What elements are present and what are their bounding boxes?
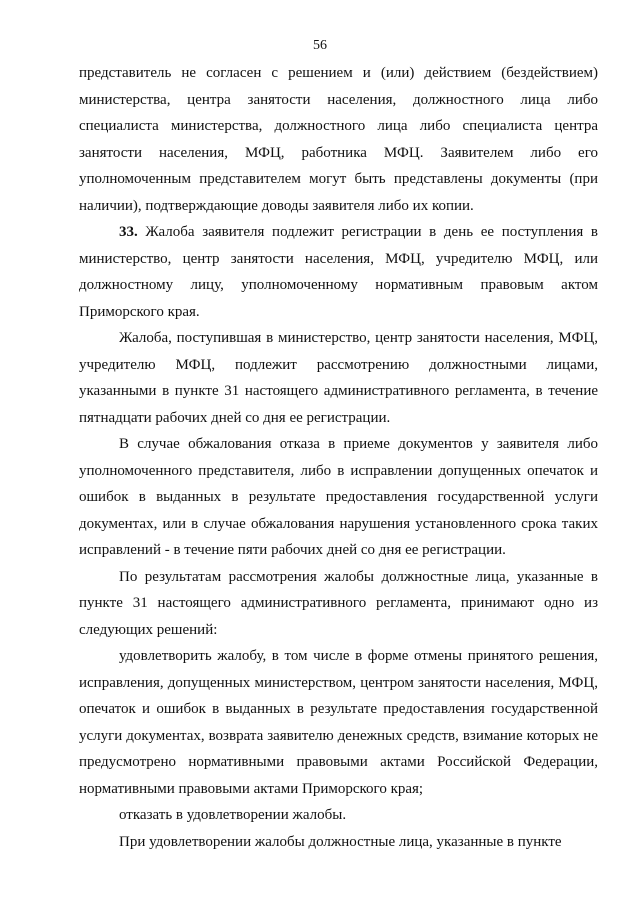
paragraph-decision-satisfy: удовлетворить жалобу, в том числе в форме отмены принятого решения, исправления, допущенных министерством, центром занятости населения, МФЦ, опечаток и ошибок в выданных в результате предоставления государственной услуги документах, возврата заявителю денежных средств, взимание которых не предусмотрено нормативными правовыми актами Российской Федерации, нормативными правовыми актами Приморского края;: [79, 648, 598, 797]
paragraph-clause-33: [79, 219, 598, 325]
clause-text: Жалоба заявителя подлежит регистрации в день ее поступления в министерство, центр занятости населения, МФЦ, учредителю МФЦ, или должностному лицу, уполномоченному нормативным правовым актом Приморского края.: [79, 224, 598, 320]
page-number: 56: [313, 38, 327, 53]
paragraph-decision-refuse: отказать в удовлетворении жалобы.: [119, 807, 347, 823]
paragraph-refusal-appeal: В случае обжалования отказа в приеме документов у заявителя либо уполномоченного представителя, либо в исправлении допущенных опечаток и ошибок в выданных в результате предоставления государственной услуги документах, или в случае обжалования нарушения установленного срока таких исправлений - в течение пяти рабочих дней со дня ее регистрации.: [79, 436, 598, 558]
paragraph-decision-intro: По результатам рассмотрения жалобы должностные лица, указанные в пункте 31 настоящего административного регламента, принимают одно из следующих решений:: [79, 568, 598, 638]
paragraph-continuation: представитель не согласен с решением и (или) действием (бездействием) министерства, центра занятости населения, должностного лица либо специалиста министерства, должностного лица либо специалиста центра занятости населения, МФЦ, работника МФЦ. Заявителем либо его уполномоченным представителем могут быть представлены документы (при наличии), подтверждающие доводы заявителя либо их копии.: [79, 65, 598, 214]
paragraph-satisfaction-start: При удовлетворении жалобы должностные лица, указанные в пункте: [119, 833, 562, 850]
clause-number: 33.: [119, 224, 138, 240]
paragraph-review-period: Жалоба, поступившая в министерство, центр занятости населения, МФЦ, учредителю МФЦ, подлежит рассмотрению должностными лицами, указанными в пункте 31 настоящего административного регламента, в течение пятнадцати рабочих дней со дня ее регистрации.: [79, 330, 598, 426]
document-body: [79, 60, 598, 855]
